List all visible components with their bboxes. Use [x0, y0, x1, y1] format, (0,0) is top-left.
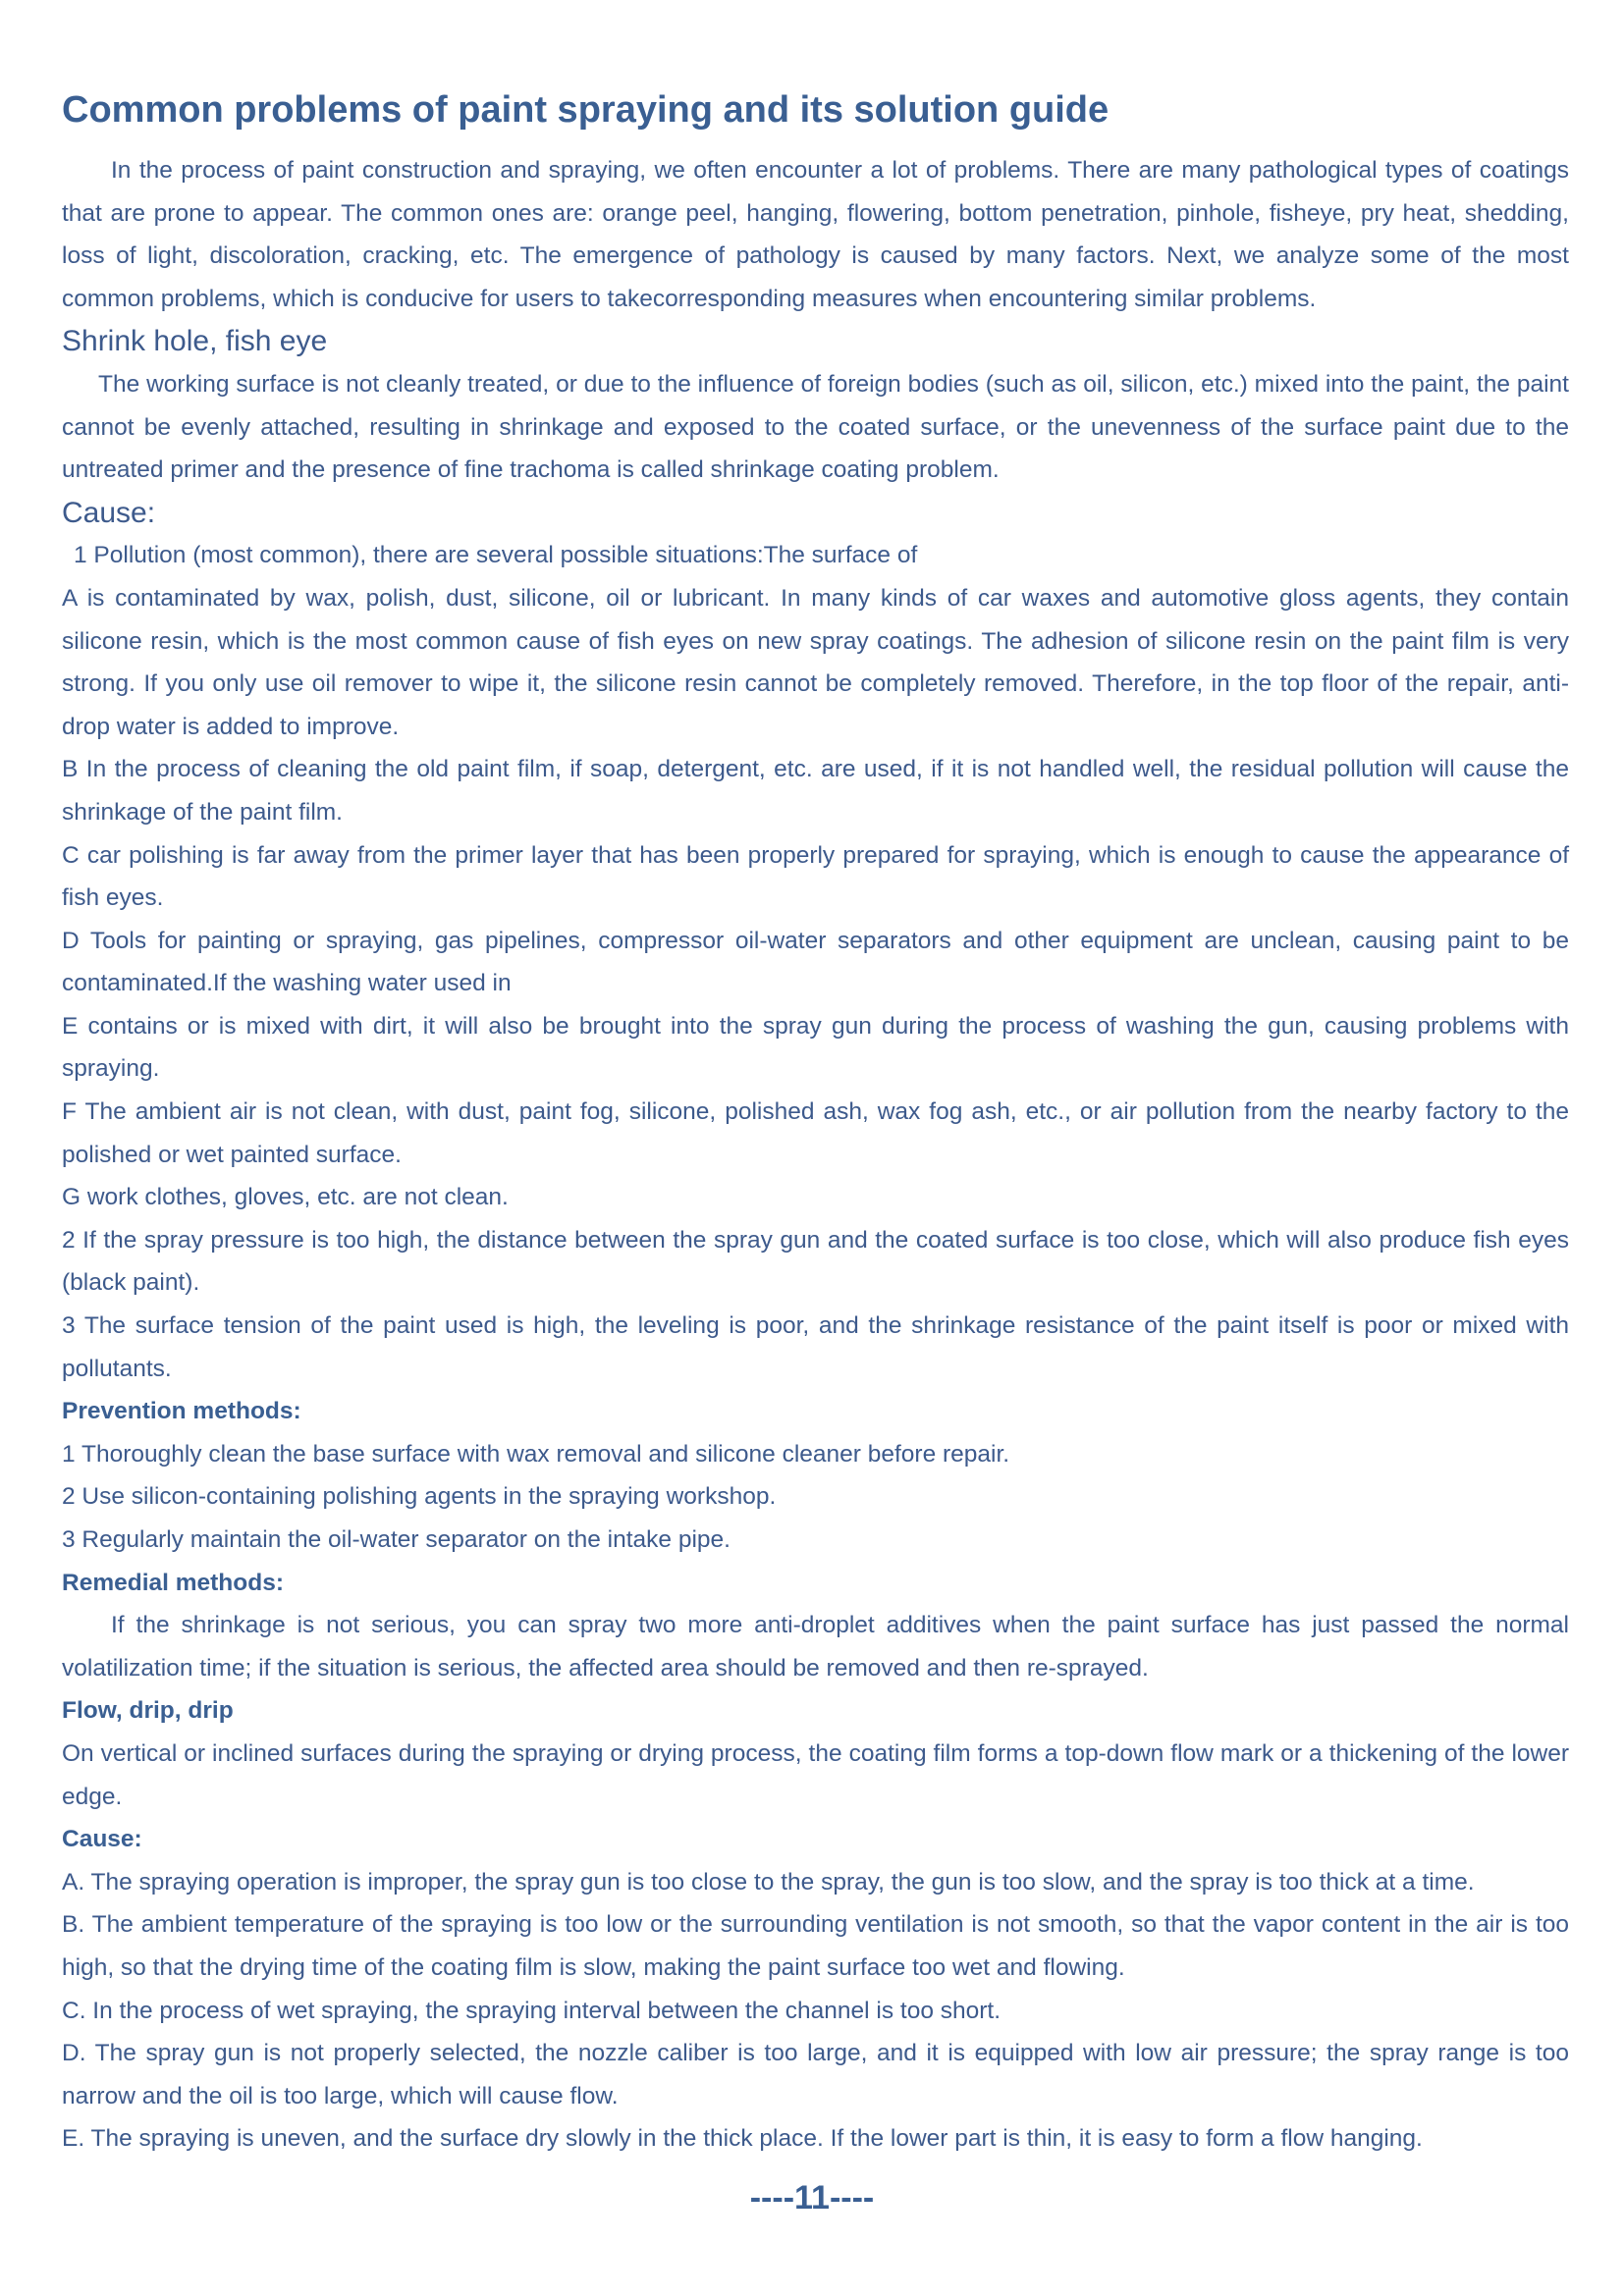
flow-cause-item: D. The spray gun is not properly selected, the nozzle caliber is too large, and it is equipped with low air pressure; the spray range is too narrow and the oil is too large, which will cause flow.	[62, 2040, 1569, 2109]
cause-item: 3 The surface tension of the paint used is high, the leveling is poor, and the shrinkage resistance of the paint itself is poor or mixed with pollutants.	[62, 1312, 1569, 1382]
flow-cause-item: A. The spraying operation is improper, the spray gun is too close to the spray, the gun is too slow, and the spray is too thick at a time.	[62, 1868, 1475, 1896]
cause-item: 1 Pollution (most common), there are several possible situations:The surface of	[74, 542, 918, 569]
flow-heading: Flow, drip, drip	[62, 1697, 234, 1725]
prevention-item: 3 Regularly maintain the oil-water separator on the intake pipe.	[62, 1526, 731, 1553]
remedial-paragraph: If the shrinkage is not serious, you can spray two more anti-droplet additives when the paint surface has just passed the normal volatilization time; if the situation is serious, the affected area should be removed and then re-sprayed.	[62, 1612, 1569, 1682]
shrink-heading: Shrink hole, fish eye	[62, 325, 328, 358]
intro-paragraph: In the process of paint construction and spraying, we often encounter a lot of problems. There are many pathological types of coatings that are prone to appear. The common ones are: orange peel, hanging, flowering, bottom penetration, pinhole, fisheye, pry heat, shedding, loss of light, discoloration, cracking, etc. The emergence of pathology is caused by many factors. Next, we analyze some of the most common problems, which is conducive for users to takecorresponding measures when encountering similar problems.	[62, 157, 1569, 312]
flow-cause-item: B. The ambient temperature of the spraying is too low or the surrounding ventilation is not smooth, so that the vapor content in the air is too high, so that the drying time of the coating film is slow, making the paint surface too wet and flowing.	[62, 1911, 1569, 1981]
flow-cause-heading: Cause:	[62, 1826, 142, 1853]
prevention-item: 1 Thoroughly clean the base surface with wax removal and silicone cleaner before repair.	[62, 1440, 1010, 1468]
cause-item: F The ambient air is not clean, with dust, paint fog, silicone, polished ash, wax fog ash, etc., or air pollution from the nearby factory to the polished or wet painted surface.	[62, 1098, 1569, 1168]
cause-item: G work clothes, gloves, etc. are not clean.	[62, 1184, 509, 1211]
prevention-item: 2 Use silicon-containing polishing agents in the spraying workshop.	[62, 1483, 777, 1511]
cause-item: E contains or is mixed with dirt, it will also be brought into the spray gun during the process of washing the gun, causing problems with spraying.	[62, 1012, 1569, 1083]
page-number: ----11----	[749, 2179, 875, 2216]
cause-item: A is contaminated by wax, polish, dust, silicone, oil or lubricant. In many kinds of car waxes and automotive gloss agents, they contain silicone resin, which is the most common cause of fish eyes on new spray coatings. The adhesion of silicone resin on the paint film is very strong. If you only use oil remover to wipe it, the silicone resin cannot be completely removed. Therefore, in the top floor of the repair, anti-drop water is added to improve.	[62, 584, 1569, 740]
shrink-cause-heading: Cause:	[62, 496, 156, 529]
cause-item: C car polishing is far away from the primer layer that has been properly prepared for spraying, which is enough to cause the appearance of fish eyes.	[62, 841, 1569, 912]
page-title: Common problems of paint spraying and its solution guide	[62, 89, 1110, 131]
flow-cause-item: C. In the process of wet spraying, the spraying interval between the channel is too short.	[62, 1997, 1001, 2024]
cause-item: D Tools for painting or spraying, gas pipelines, compressor oil-water separators and other equipment are unclean, causing paint to be contaminated.If the washing water used in	[62, 927, 1569, 997]
cause-item: B In the process of cleaning the old paint film, if soap, detergent, etc. are used, if it is not handled well, the residual pollution will cause the shrinkage of the paint film.	[62, 756, 1569, 826]
prevention-heading: Prevention methods:	[62, 1398, 301, 1425]
flow-description: On vertical or inclined surfaces during the spraying or drying process, the coating film forms a top-down flow mark or a thickening of the lower edge.	[62, 1739, 1569, 1810]
cause-item: 2 If the spray pressure is too high, the distance between the spray gun and the coated surface is too close, which will also produce fish eyes (black paint).	[62, 1226, 1569, 1297]
remedial-heading: Remedial methods:	[62, 1569, 284, 1596]
shrink-description: The working surface is not cleanly treated, or due to the influence of foreign bodies (such as oil, silicon, etc.) mixed into the paint, the paint cannot be evenly attached, resulting in shrinkage and exposed to the coated surface, or the unevenness of the surface paint due to the untreated primer and the presence of fine trachoma is called shrinkage coating problem.	[62, 370, 1569, 484]
flow-cause-item: E. The spraying is uneven, and the surface dry slowly in the thick place. If the lower part is thin, it is easy to form a flow hanging.	[62, 2125, 1423, 2153]
